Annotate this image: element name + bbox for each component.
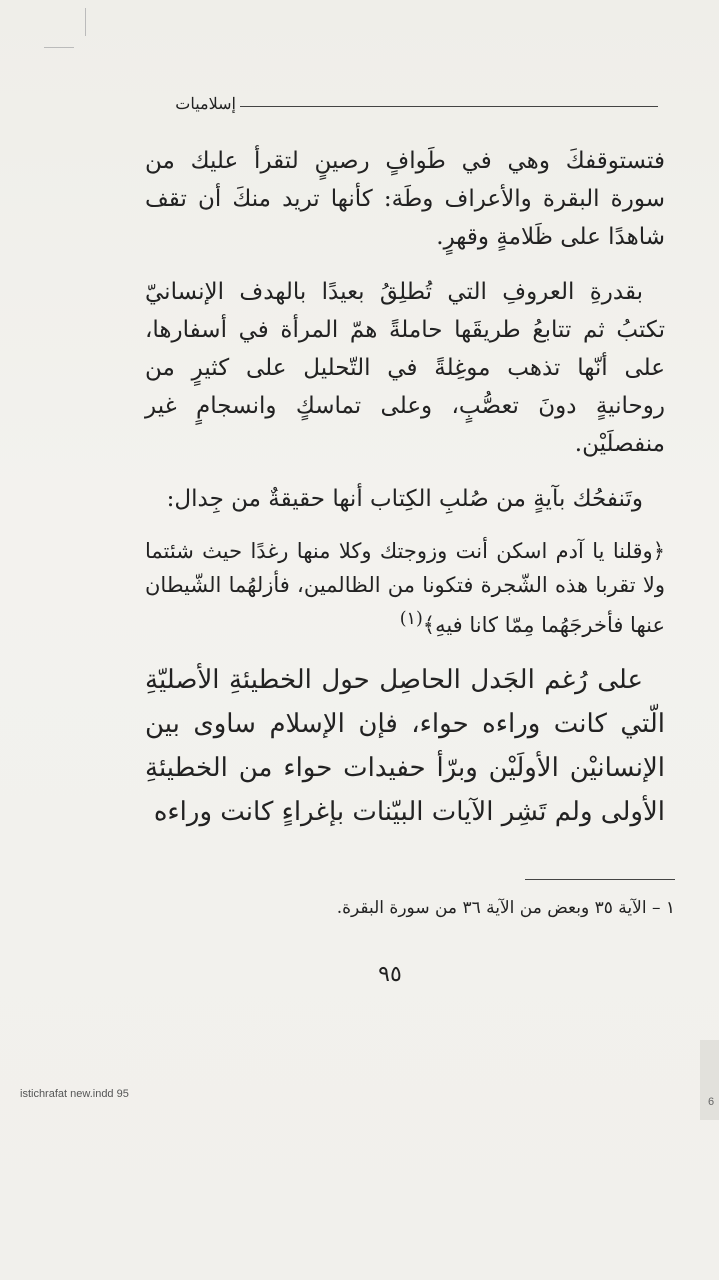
crop-mark — [85, 8, 86, 36]
footnote: ١ – الآية ٣٥ وبعض من الآية ٣٦ من سورة البقرة. — [336, 898, 675, 918]
page-number: ٩٥ — [378, 962, 402, 987]
edge-number: 6 — [708, 1096, 715, 1108]
quote-text: ﴿وقلنا يا آدم اسكن أنت وزوجتك وكلا منها رغدًا حيث شئتما ولا تقربا هذه الشّجرة فتكونا من الظالمين، فأزلهُما الشّيطان عنها فأخرجَهُما مِمّا كانا فيهِ﴾ — [145, 538, 665, 637]
paragraph-large: على رُغم الجَدل الحاصِل حول الخطيئةِ الأصليّةِ الّتي كانت وراءه حواء، فإن الإسلام ساوى بين الإنسانيْن الأولَيْن وبرّأ حفيدات حواء من الخطيئةِ الأولى ولم تَشِر الآيات البيّنات بإغراءٍ كانت وراءه — [145, 664, 665, 827]
running-title: إسلاميات — [175, 94, 236, 113]
body-text — [145, 142, 665, 850]
paragraph: فتستوقفكَ وهي في طَوافٍ رصينٍ لتقرأ عليك من سورة البقرة والأعراف وطَة: كأنها تريد منكَ أن تقف شاهدًا على ظَلامةٍ وقهرٍ. — [145, 148, 665, 251]
page-edge-shadow — [700, 1040, 719, 1120]
paragraph: بقدرةِ العروفِ التي تُطلِقُ بعيدًا بالهدف الإنسانيّ تكتبُ ثم تتابعُ طريقَها حاملةً همّ المرأة في أسفارها، على أنّها تذهب موغِلةً في التّحليل على كثيرٍ من روحانيةٍ دونَ تعصُّبٍ، وعلى تماسكٍ وانسجامٍ غير منفصلَيْن. — [145, 278, 665, 458]
footnote-rule — [525, 879, 675, 880]
footnote-ref: (١) — [399, 608, 423, 629]
running-header — [0, 92, 660, 120]
quran-quote — [145, 534, 665, 642]
crop-mark — [44, 47, 74, 48]
paragraph: وتَنفحُك بآيةٍ من صُلبِ الكِتاب أنها حقيقةٌ من جِدال: — [166, 485, 643, 512]
print-slug: istichrafat new.indd 95 — [20, 1088, 129, 1100]
header-rule — [240, 106, 658, 107]
